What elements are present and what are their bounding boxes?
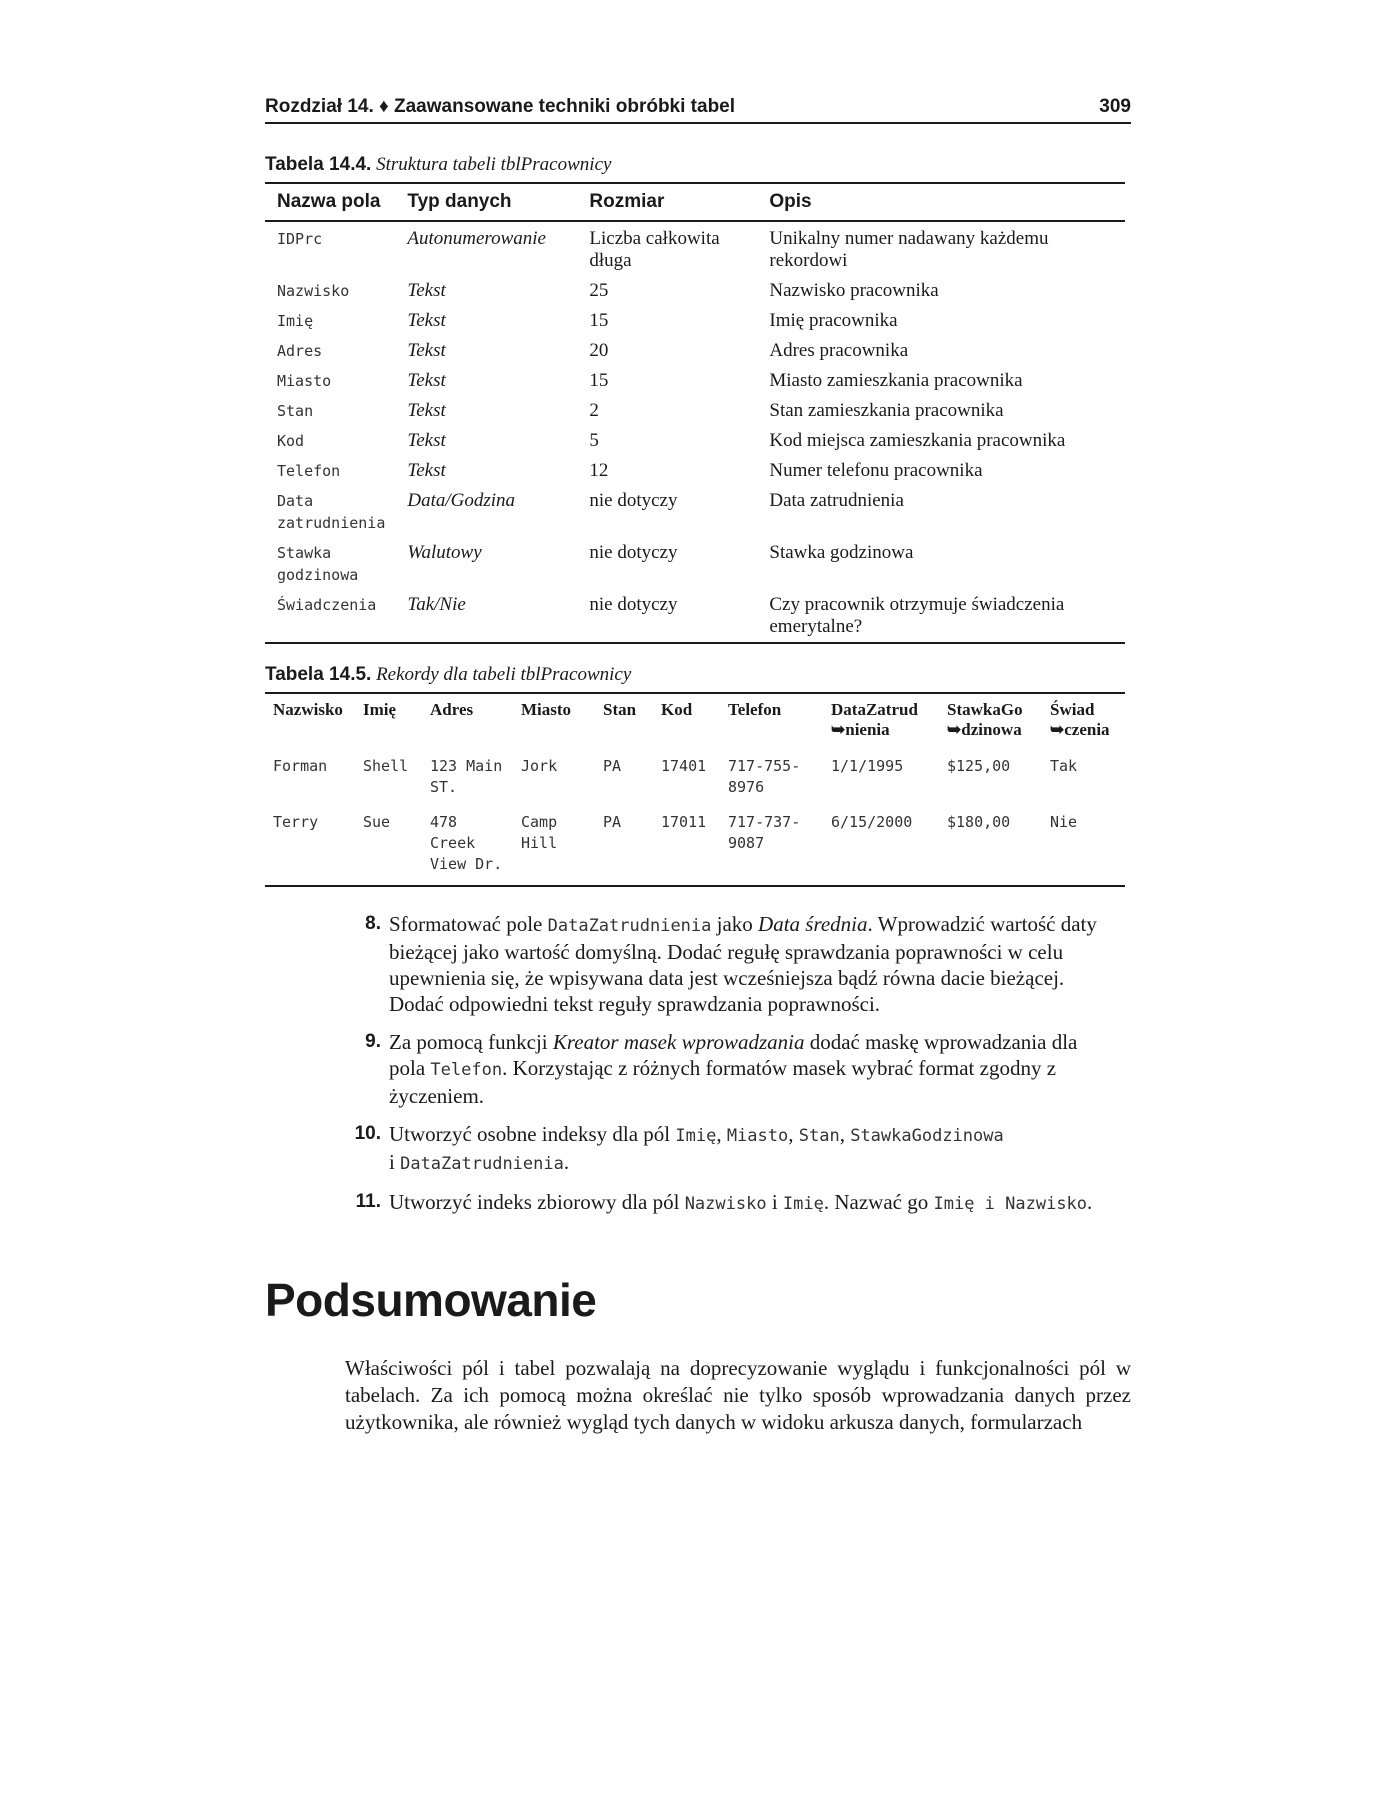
field-name: Telefon <box>430 1060 503 1080</box>
column-header: Kod <box>661 700 693 719</box>
field-name: Stan <box>798 1126 840 1146</box>
caption-label: Tabela 14.5. <box>265 664 372 685</box>
table-cell: Shell <box>363 757 409 775</box>
table-cell: Czy pracownik otrzymuje świadczenia emerytalne? <box>769 594 1065 637</box>
exercise-steps <box>265 911 1131 1217</box>
table-cell: Data zatrudnienia <box>277 492 386 532</box>
table-cell: Kod <box>277 432 305 450</box>
table-cell: 717-755-8976 <box>728 757 801 796</box>
table-cell: Miasto <box>277 372 332 390</box>
step-text: Utworzyć osobne indeksy dla pól <box>389 1122 676 1146</box>
table-row <box>265 221 1125 276</box>
step-text: , <box>716 1122 727 1146</box>
field-name: DataZatrudnienia <box>547 916 712 936</box>
table-cell: PA <box>603 757 622 775</box>
running-header <box>265 96 1131 124</box>
caption-text: Rekordy dla tabeli tblPracownicy <box>376 664 632 685</box>
table-cell: Stan <box>277 402 314 420</box>
table-header-row <box>265 183 1125 221</box>
column-header: Nazwisko <box>273 700 343 719</box>
step-text: i <box>766 1190 783 1214</box>
wizard-name: Kreator masek wprowadzania <box>552 1030 805 1054</box>
step-text: . Nazwać go <box>823 1190 934 1214</box>
format-name: Data średnia <box>758 912 868 936</box>
step-text: Utworzyć indeks zbiorowy dla pól <box>389 1190 685 1214</box>
table-row <box>265 456 1125 486</box>
structure-table-body <box>265 221 1125 643</box>
table-row <box>265 590 1125 643</box>
field-name: Imię <box>782 1194 824 1214</box>
table-cell: 717-737-9087 <box>728 813 801 852</box>
table-cell: Adres <box>277 342 323 360</box>
table-cell: Nie <box>1050 813 1078 831</box>
table-cell: Autonumerowanie <box>407 228 546 249</box>
structure-table <box>265 182 1125 644</box>
table-row <box>265 276 1125 306</box>
table-cell: Data/Godzina <box>407 490 516 511</box>
field-name: Nazwisko <box>684 1194 767 1214</box>
page-number: 309 <box>1099 96 1131 117</box>
table-row <box>265 486 1125 538</box>
table-row <box>265 752 1125 808</box>
step-10 <box>265 1121 1131 1177</box>
table-header-row <box>265 693 1125 752</box>
document-page <box>265 96 1131 1436</box>
table-row <box>265 538 1125 590</box>
field-name: Imię <box>675 1126 717 1146</box>
records-table-body <box>265 752 1125 886</box>
step-text: . <box>1087 1190 1093 1214</box>
table-cell: Tekst <box>407 280 446 301</box>
table-cell: Świadczenia <box>277 596 377 614</box>
step-9 <box>265 1029 1131 1109</box>
table-cell: Numer telefonu pracownika <box>769 460 983 481</box>
table-cell: $180,00 <box>947 813 1011 831</box>
step-number: 11. <box>355 1191 381 1212</box>
table-row <box>265 396 1125 426</box>
section-heading: Podsumowanie <box>265 1274 597 1326</box>
table-row <box>265 336 1125 366</box>
index-name: Imię i Nazwisko <box>933 1194 1088 1214</box>
column-header: Imię <box>363 700 397 719</box>
table-cell: Tekst <box>407 460 446 481</box>
step-text: , <box>839 1122 851 1146</box>
step-8 <box>265 911 1131 1017</box>
column-header: Miasto <box>521 700 572 719</box>
table-cell: 2 <box>589 400 599 421</box>
table-cell: 15 <box>589 370 609 391</box>
table-cell: 6/15/2000 <box>831 813 913 831</box>
table-cell: Tekst <box>407 400 446 421</box>
step-number: 9. <box>365 1031 381 1052</box>
step-text: i <box>389 1150 401 1174</box>
table-cell: Stan zamieszkania pracownika <box>769 400 1004 421</box>
table-cell: PA <box>603 813 622 831</box>
table-cell: Terry <box>273 813 319 831</box>
table-cell: Nazwisko pracownika <box>769 280 939 301</box>
table-cell: 123 Main ST. <box>430 757 503 796</box>
table-cell: 1/1/1995 <box>831 757 904 775</box>
field-name: Miasto <box>726 1126 789 1146</box>
table-cell: Nazwisko <box>277 282 350 300</box>
summary-paragraph: Właściwości pól i tabel pozwalają na doprecyzowanie wyglądu i funkcjonalności pól w tabelach. Za ich pomocą można określać nie tylko sposób wprowadzania danych przez użytkownika, ale również wygląd tych danych w widoku arkusza danych, formularzach <box>345 1356 1131 1434</box>
caption-label: Tabela 14.4. <box>265 154 372 175</box>
table-cell: Tekst <box>407 310 446 331</box>
column-header: Adres <box>430 700 474 719</box>
table-cell: Imię pracownika <box>769 310 898 331</box>
caption-text: Struktura tabeli tblPracownicy <box>376 154 612 175</box>
table-cell: 17011 <box>661 813 707 831</box>
table-cell: Imię <box>277 312 314 330</box>
step-text: dodać maskę wprowadzania dla pola <box>389 1030 1078 1080</box>
table-cell: 25 <box>589 280 609 301</box>
step-text: jako <box>711 912 759 936</box>
step-text: Za pomocą funkcji <box>389 1030 553 1054</box>
table-caption-14-5 <box>265 664 1131 686</box>
table-cell: IDPrc <box>277 230 323 248</box>
step-11 <box>265 1189 1131 1217</box>
table-cell: Tekst <box>407 430 446 451</box>
table-cell: Liczba całkowita długa <box>589 228 720 271</box>
table-cell: Jork <box>521 757 558 775</box>
table-cell: Stawka godzinowa <box>277 544 359 584</box>
step-text: . Wprowadzić wartość daty bieżącej jako wartość domyślną. Dodać regułę sprawdzania poprawności w celu upewnienia się, że wpisywana data jest wcześniejsza bądź równa dacie bieżącej. Dodać odpowiedni tekst reguły sprawdzania poprawności. <box>389 912 1097 1016</box>
table-row <box>265 306 1125 336</box>
table-cell: Unikalny numer nadawany każdemu rekordowi <box>769 228 1049 271</box>
table-cell: nie dotyczy <box>589 490 678 511</box>
table-cell: 12 <box>589 460 609 481</box>
column-header: Stan <box>603 700 637 719</box>
table-cell: Forman <box>273 757 328 775</box>
table-cell: nie dotyczy <box>589 542 678 563</box>
table-cell: Adres pracownika <box>769 340 909 361</box>
table-cell: Telefon <box>277 462 341 480</box>
table-row <box>265 366 1125 396</box>
field-name: DataZatrudnienia <box>400 1154 564 1174</box>
table-cell: Miasto zamieszkania pracownika <box>769 370 1023 391</box>
table-cell: 17401 <box>661 757 707 775</box>
table-cell: Tekst <box>407 370 446 391</box>
table-cell: Camp Hill <box>521 813 558 852</box>
chapter-title: Rozdział 14. ♦ Zaawansowane techniki obróbki tabel <box>265 96 736 117</box>
table-cell: $125,00 <box>947 757 1011 775</box>
table-cell: Stawka godzinowa <box>769 542 914 563</box>
step-text: Sformatować pole <box>389 912 548 936</box>
column-header: Telefon <box>728 700 782 719</box>
step-text: . <box>563 1150 570 1174</box>
column-header: DataZatrud ➥nienia <box>831 700 918 739</box>
table-cell: 5 <box>589 430 599 451</box>
table-cell: 15 <box>589 310 609 331</box>
table-cell: Walutowy <box>407 542 482 563</box>
table-caption-14-4 <box>265 154 1131 176</box>
table-cell: Tak <box>1050 757 1078 775</box>
column-header: Świad ➥czenia <box>1050 700 1110 739</box>
table-cell: 478 Creek View Dr. <box>430 813 503 873</box>
column-header: Rozmiar <box>577 183 757 221</box>
table-cell: Data zatrudnienia <box>769 490 904 511</box>
table-cell: nie dotyczy <box>589 594 678 615</box>
table-cell: Tak/Nie <box>407 594 466 615</box>
table-row <box>265 808 1125 886</box>
step-text: . Korzystając z różnych formatów masek wybrać format zgodny z życzeniem. <box>389 1056 1057 1108</box>
records-table <box>265 692 1125 887</box>
column-header: Opis <box>757 183 1125 221</box>
step-number: 10. <box>354 1123 381 1144</box>
table-cell: Tekst <box>407 340 446 361</box>
table-cell: Kod miejsca zamieszkania pracownika <box>769 430 1066 451</box>
step-text: , <box>788 1122 799 1146</box>
column-header: StawkaGo ➥dzinowa <box>947 700 1023 739</box>
column-header: Nazwa pola <box>265 183 395 221</box>
table-cell: Sue <box>363 813 391 831</box>
column-header: Typ danych <box>395 183 577 221</box>
table-row <box>265 426 1125 456</box>
table-cell: 20 <box>589 340 609 361</box>
step-number: 8. <box>365 913 381 934</box>
field-name: StawkaGodzinowa <box>850 1126 1004 1146</box>
